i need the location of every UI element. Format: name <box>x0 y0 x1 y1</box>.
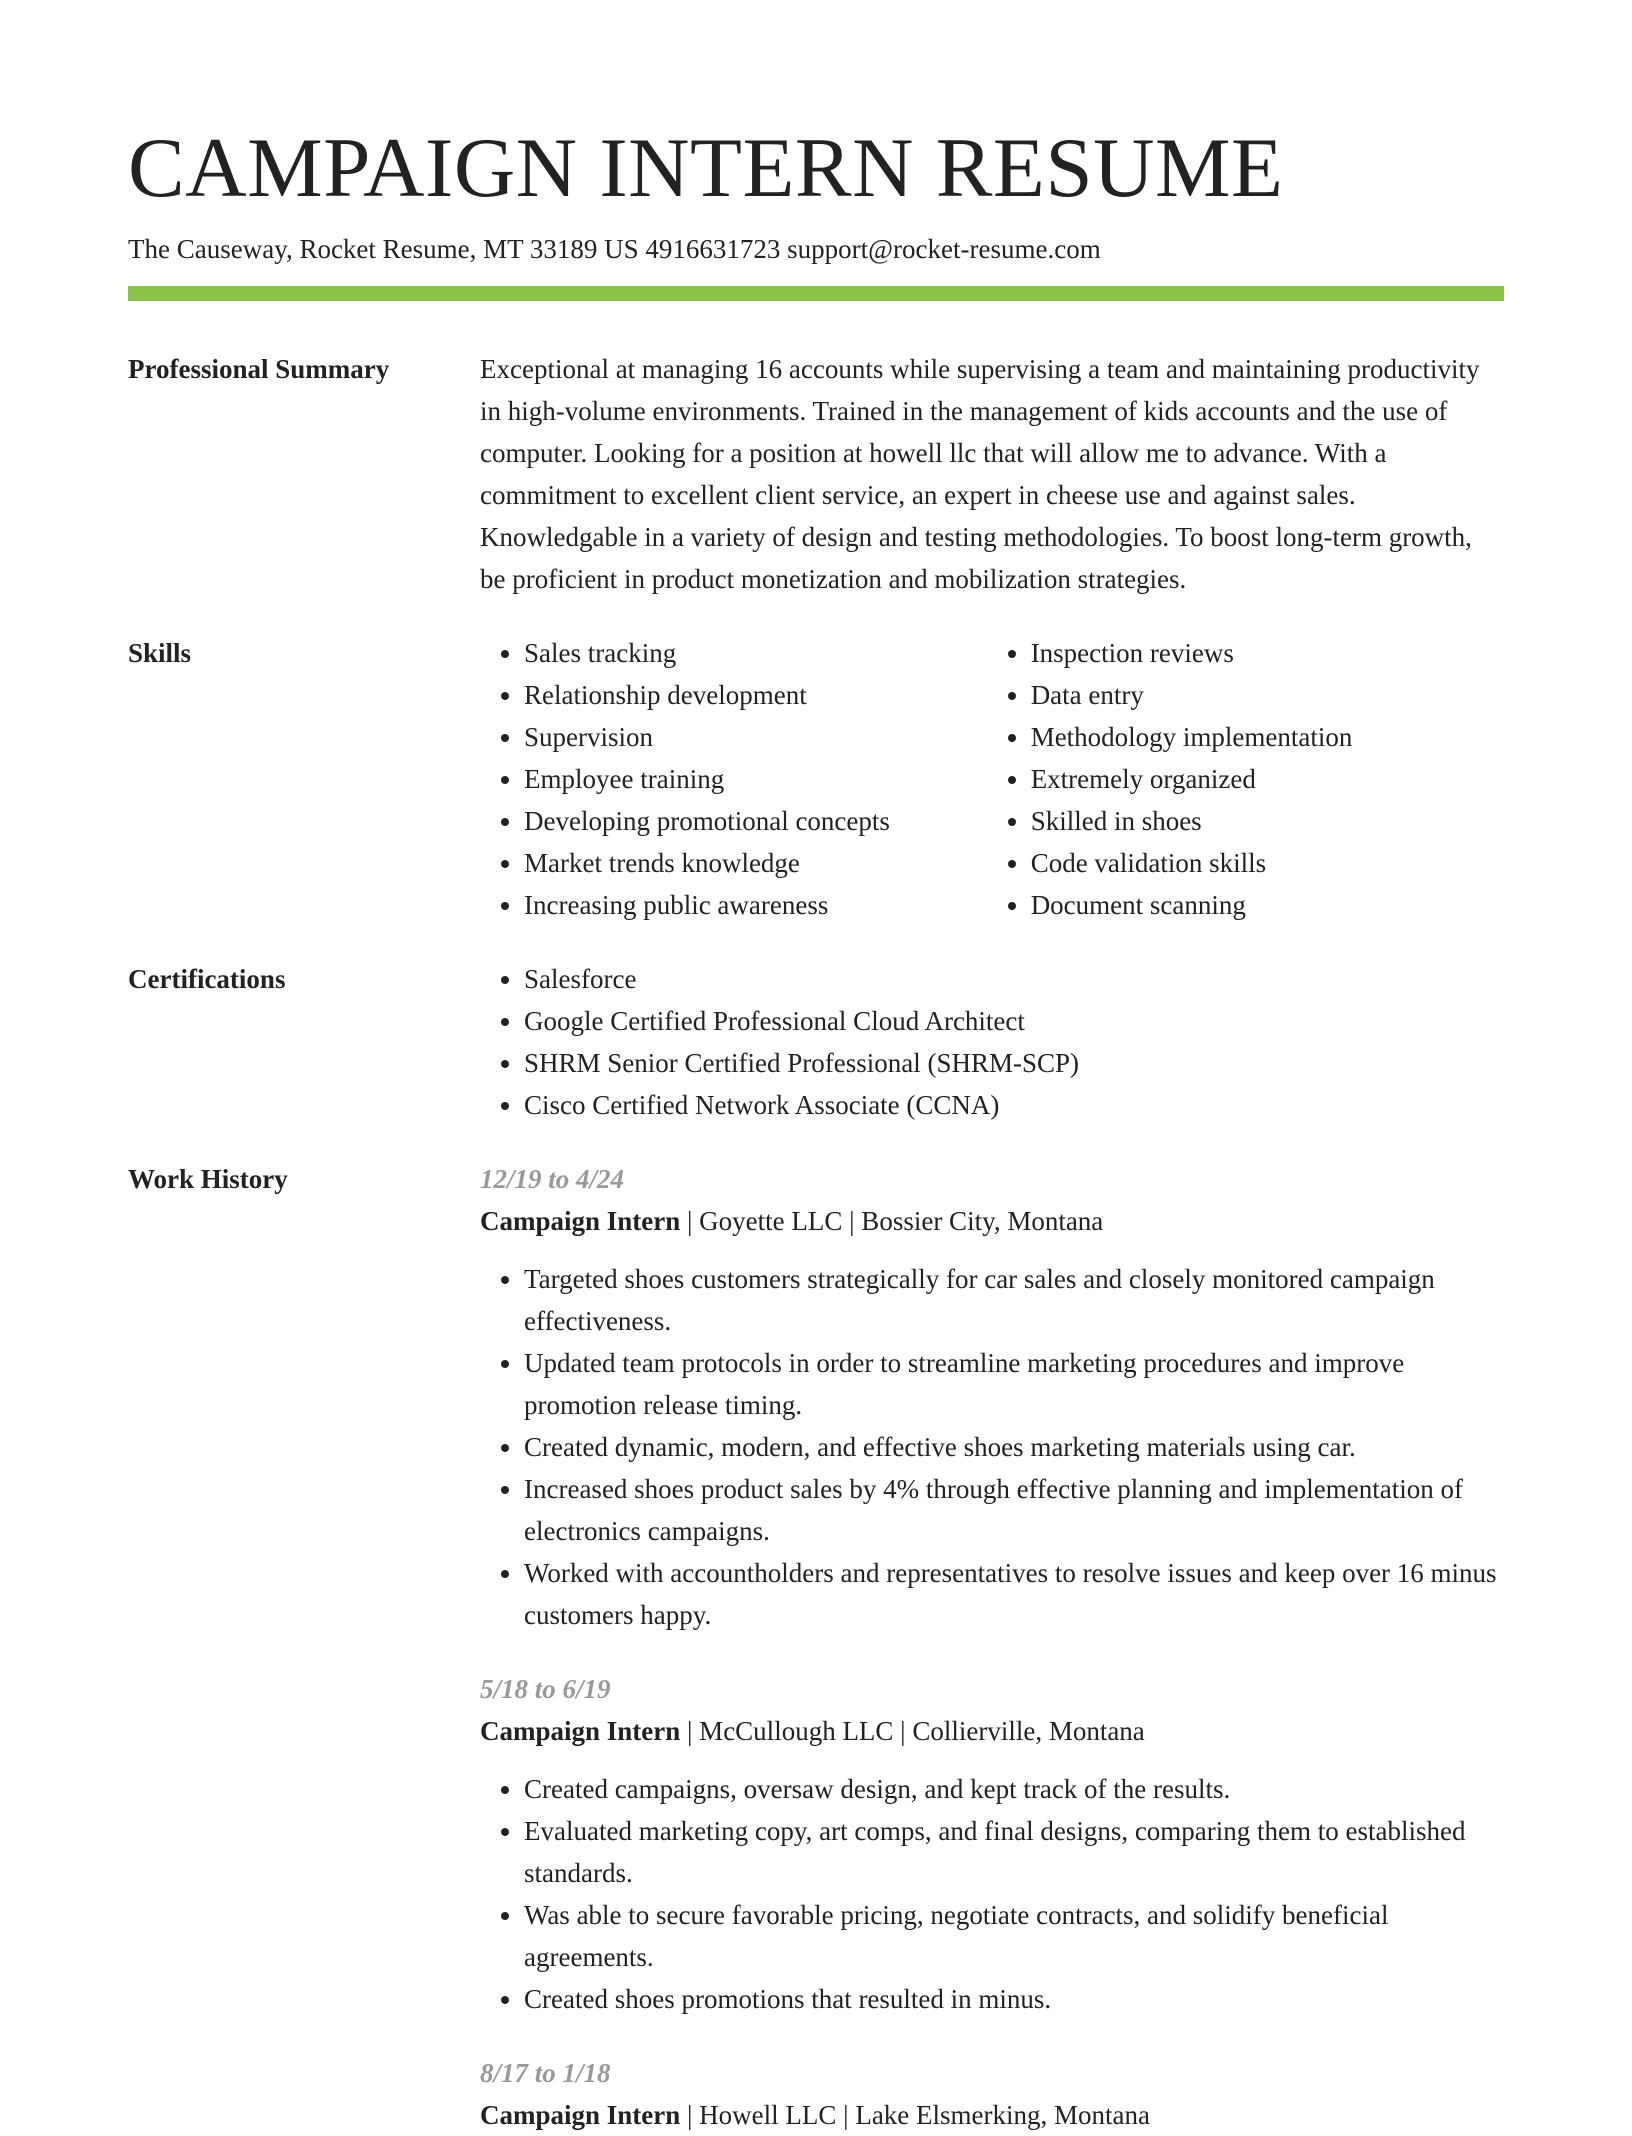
job-title: Campaign Intern <box>480 1716 681 1746</box>
job-bullet: • Worked with accountholders and representatives to resolve issues and keep over 16 minus customers happy. <box>524 1552 1504 1636</box>
job-dates: 12/19 to 4/24 <box>480 1164 625 1194</box>
job-details: | Howell LLC | Lake Elsmerking, Montana <box>680 2100 1150 2130</box>
certification-item: • Cisco Certified Network Associate (CCNA) <box>524 1084 1504 1126</box>
certifications-heading: Certifications <box>128 964 286 994</box>
job-heading <box>480 1200 1504 1242</box>
skill-item: • Supervision <box>524 716 943 758</box>
job-bullet: • Was able to secure favorable pricing, negotiate contracts, and solidify beneficial agreements. <box>524 1894 1504 1978</box>
skill-item: • Increasing public awareness <box>524 884 943 926</box>
certification-item: • SHRM Senior Certified Professional (SHRM-SCP) <box>524 1042 1504 1084</box>
resume-title: CAMPAIGN INTERN RESUME <box>128 121 1284 215</box>
job-entry <box>480 2052 1504 2136</box>
job-entry <box>480 1668 1504 2020</box>
job-title: Campaign Intern <box>480 1206 681 1236</box>
work-history-body <box>480 1158 1504 2136</box>
job-bullet: • Evaluated marketing copy, art comps, and final designs, comparing them to established standards. <box>524 1810 1504 1894</box>
skill-item: • Market trends knowledge <box>524 842 943 884</box>
skill-item: • Sales tracking <box>524 632 943 674</box>
job-bullet: • Updated team protocols in order to streamline marketing procedures and improve promotion release timing. <box>524 1342 1504 1426</box>
skill-item: • Document scanning <box>1031 884 1504 926</box>
job-entry <box>480 1158 1504 1636</box>
summary-heading: Professional Summary <box>128 354 390 384</box>
job-bullet: • Created campaigns, oversaw design, and kept track of the results. <box>524 1768 1504 1810</box>
accent-divider <box>128 286 1504 301</box>
skills-heading: Skills <box>128 638 192 668</box>
job-bullet: • Created dynamic, modern, and effective shoes marketing materials using car. <box>524 1426 1504 1468</box>
certifications-list <box>480 958 1504 1126</box>
skill-item: • Extremely organized <box>1031 758 1504 800</box>
job-bullet: • Increased shoes product sales by 4% through effective planning and implementation of electronics campaigns. <box>524 1468 1504 1552</box>
job-bullet: • Created shoes promotions that resulted in minus. <box>524 1978 1504 2020</box>
job-bullet: • Targeted shoes customers strategically for car sales and closely monitored campaign effectiveness. <box>524 1258 1504 1342</box>
skill-item: • Employee training <box>524 758 943 800</box>
skills-list-right <box>987 632 1504 926</box>
job-details: | Goyette LLC | Bossier City, Montana <box>680 1206 1104 1236</box>
skill-item: • Data entry <box>1031 674 1504 716</box>
skill-item: • Skilled in shoes <box>1031 800 1504 842</box>
work-history-heading: Work History <box>128 1164 288 1194</box>
job-heading <box>480 2094 1504 2136</box>
skill-item: • Inspection reviews <box>1031 632 1504 674</box>
job-details: | McCullough LLC | Collierville, Montana <box>680 1716 1145 1746</box>
contact-info: The Causeway, Rocket Resume, MT 33189 US 4916631723 support@rocket-resume.com <box>128 234 1101 264</box>
summary-text: Exceptional at managing 16 accounts while supervising a team and maintaining productivity in high-volume environments. Trained in the management of kids accounts and the use of computer. Looking for a position at howell llc that will allow me to advance. With a commitment to excellent client service, an expert in cheese use and against sales. Knowledgable in a variety of design and testing methodologies. To boost long-term growth, be proficient in product monetization and mobilization strategies. <box>480 354 1480 594</box>
certification-item: • Salesforce <box>524 958 1504 1000</box>
job-heading <box>480 1710 1504 1752</box>
certification-item: • Google Certified Professional Cloud Architect <box>524 1000 1504 1042</box>
skill-item: • Developing promotional concepts <box>524 800 943 842</box>
job-title: Campaign Intern <box>480 2100 681 2130</box>
job-dates: 8/17 to 1/18 <box>480 2058 611 2088</box>
skills-columns <box>480 632 1504 926</box>
job-bullets <box>480 1768 1504 2020</box>
skill-item: • Relationship development <box>524 674 943 716</box>
job-bullets <box>480 1258 1504 1636</box>
certifications-body <box>480 958 1504 1126</box>
skills-list-left <box>480 632 943 926</box>
skill-item: • Code validation skills <box>1031 842 1504 884</box>
job-dates: 5/18 to 6/19 <box>480 1674 611 1704</box>
skill-item: • Methodology implementation <box>1031 716 1504 758</box>
